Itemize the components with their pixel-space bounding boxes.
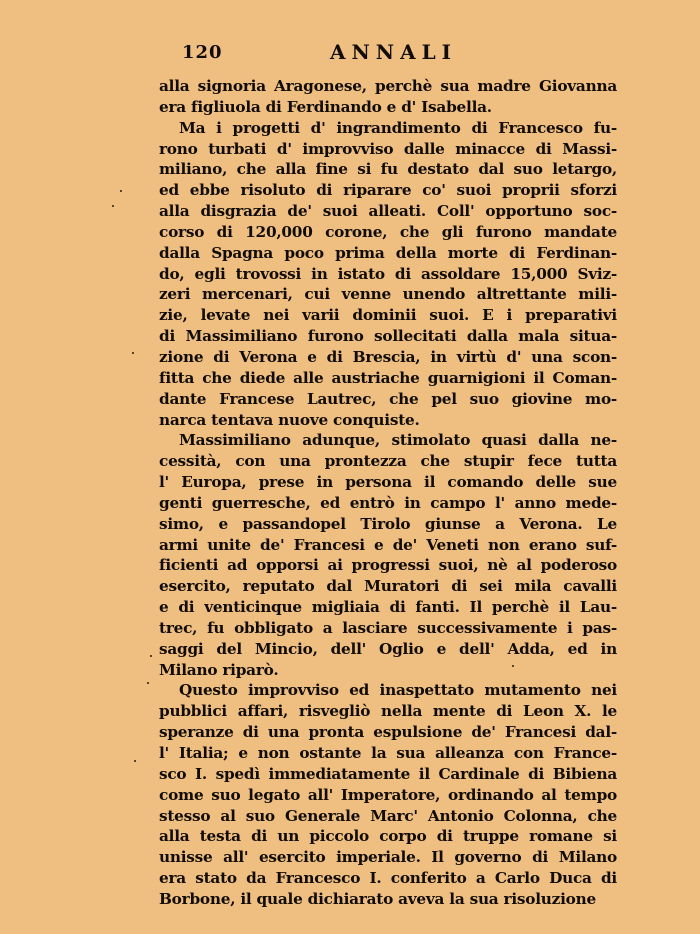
print-speck (120, 190, 122, 192)
print-speck (512, 665, 514, 667)
running-title: ANNALI (330, 40, 458, 64)
text-line: esercito, reputato dal Muratori di sei mila cavalli (159, 577, 617, 596)
body-text (159, 76, 617, 910)
text-line: miliano, che alla fine si fu destato dal suo letargo, (159, 160, 617, 179)
text-line: rono turbati d' improvviso dalle minacce di Massi- (159, 139, 617, 158)
text-line: trec, fu obbligato a lasciare successivamente i pas- (159, 618, 617, 637)
print-speck (150, 655, 152, 657)
print-speck (132, 352, 134, 354)
text-line: dalla Spagna poco prima della morte di Ferdinan- (159, 243, 617, 262)
text-line: armi unite de' Francesi e de' Veneti non erano suf- (159, 535, 617, 554)
text-line: ed ebbe risoluto di riparare co' suoi proprii sforzi (159, 181, 617, 200)
text-line: sco I. spedì immediatamente il Cardinale di Bibiena (159, 764, 617, 783)
text-line: l' Italia; e non ostante la sua alleanza con France- (159, 744, 617, 762)
text-line: corso di 120,000 corone, che gli furono mandate (159, 222, 617, 241)
text-line: come suo legato all' Imperatore, ordinando al tempo (159, 785, 617, 804)
text-line: Borbone, il quale dichiarato aveva la sua risoluzione (159, 889, 596, 908)
page-number: 120 (182, 42, 223, 63)
text-line: simo, e passandopel Tirolo giunse a Verona. Le (159, 514, 617, 533)
text-line: era stato da Francesco I. conferito a Carlo Duca di (159, 869, 617, 888)
text-line: narca tentava nuove conquiste. (159, 410, 420, 429)
text-line: alla testa di un piccolo corpo di truppe romane si (159, 827, 617, 846)
print-speck (147, 682, 149, 684)
text-line: pubblici affari, risvegliò nella mente di Leon X. le (159, 702, 617, 721)
text-line: unisse all' esercito imperiale. Il governo di Milano (159, 848, 617, 867)
running-head (160, 40, 620, 66)
text-line: genti guerresche, ed entrò in campo l' anno mede- (159, 493, 617, 512)
text-line: zie, levate nei varii dominii suoi. E i preparativi (159, 306, 617, 325)
text-line: Milano riparò. (159, 660, 279, 679)
text-line: era figliuola di Ferdinando e d' Isabella. (159, 97, 492, 116)
text-line: dante Francese Lautrec, che pel suo giovine mo- (159, 389, 617, 408)
text-line: speranze di una pronta espulsione de' Francesi dal- (159, 723, 617, 742)
print-speck (134, 760, 136, 762)
text-line: alla disgrazia de' suoi alleati. Coll' opportuno soc- (159, 202, 617, 221)
paragraph-start-line: Questo improvviso ed inaspettato mutamento nei (179, 681, 617, 700)
print-speck (112, 205, 114, 207)
text-line: zione di Verona e di Brescia, in virtù d' una scon- (159, 347, 617, 366)
text-line: l' Europa, prese in persona il comando delle sue (159, 473, 617, 492)
paragraph-start-line: Ma i progetti d' ingrandimento di Francesco fu- (179, 118, 617, 137)
text-line: do, egli trovossi in istato di assoldare 15,000 Sviz- (159, 264, 617, 283)
text-line: saggi del Mincio, dell' Oglio e dell' Adda, ed in (159, 639, 617, 658)
paragraph-start-line: Massimiliano adunque, stimolato quasi dalla ne- (179, 431, 617, 450)
text-line: alla signoria Aragonese, perchè sua madre Giovanna (159, 77, 617, 95)
text-line: stesso al suo Generale Marc' Antonio Colonna, che (159, 806, 617, 825)
text-line: cessità, con una prontezza che stupir fece tutta (159, 452, 617, 471)
text-line: fitta che diede alle austriache guarnigioni il Coman- (159, 368, 617, 387)
text-line: di Massimiliano furono sollecitati dalla mala situa- (159, 327, 617, 346)
text-line: zeri mercenari, cui venne unendo altrettante mili- (159, 285, 617, 304)
text-line: ficienti ad opporsi ai progressi suoi, nè al poderoso (159, 556, 617, 575)
text-line: e di venticinque migliaia di fanti. Il perchè il Lau- (159, 598, 617, 617)
